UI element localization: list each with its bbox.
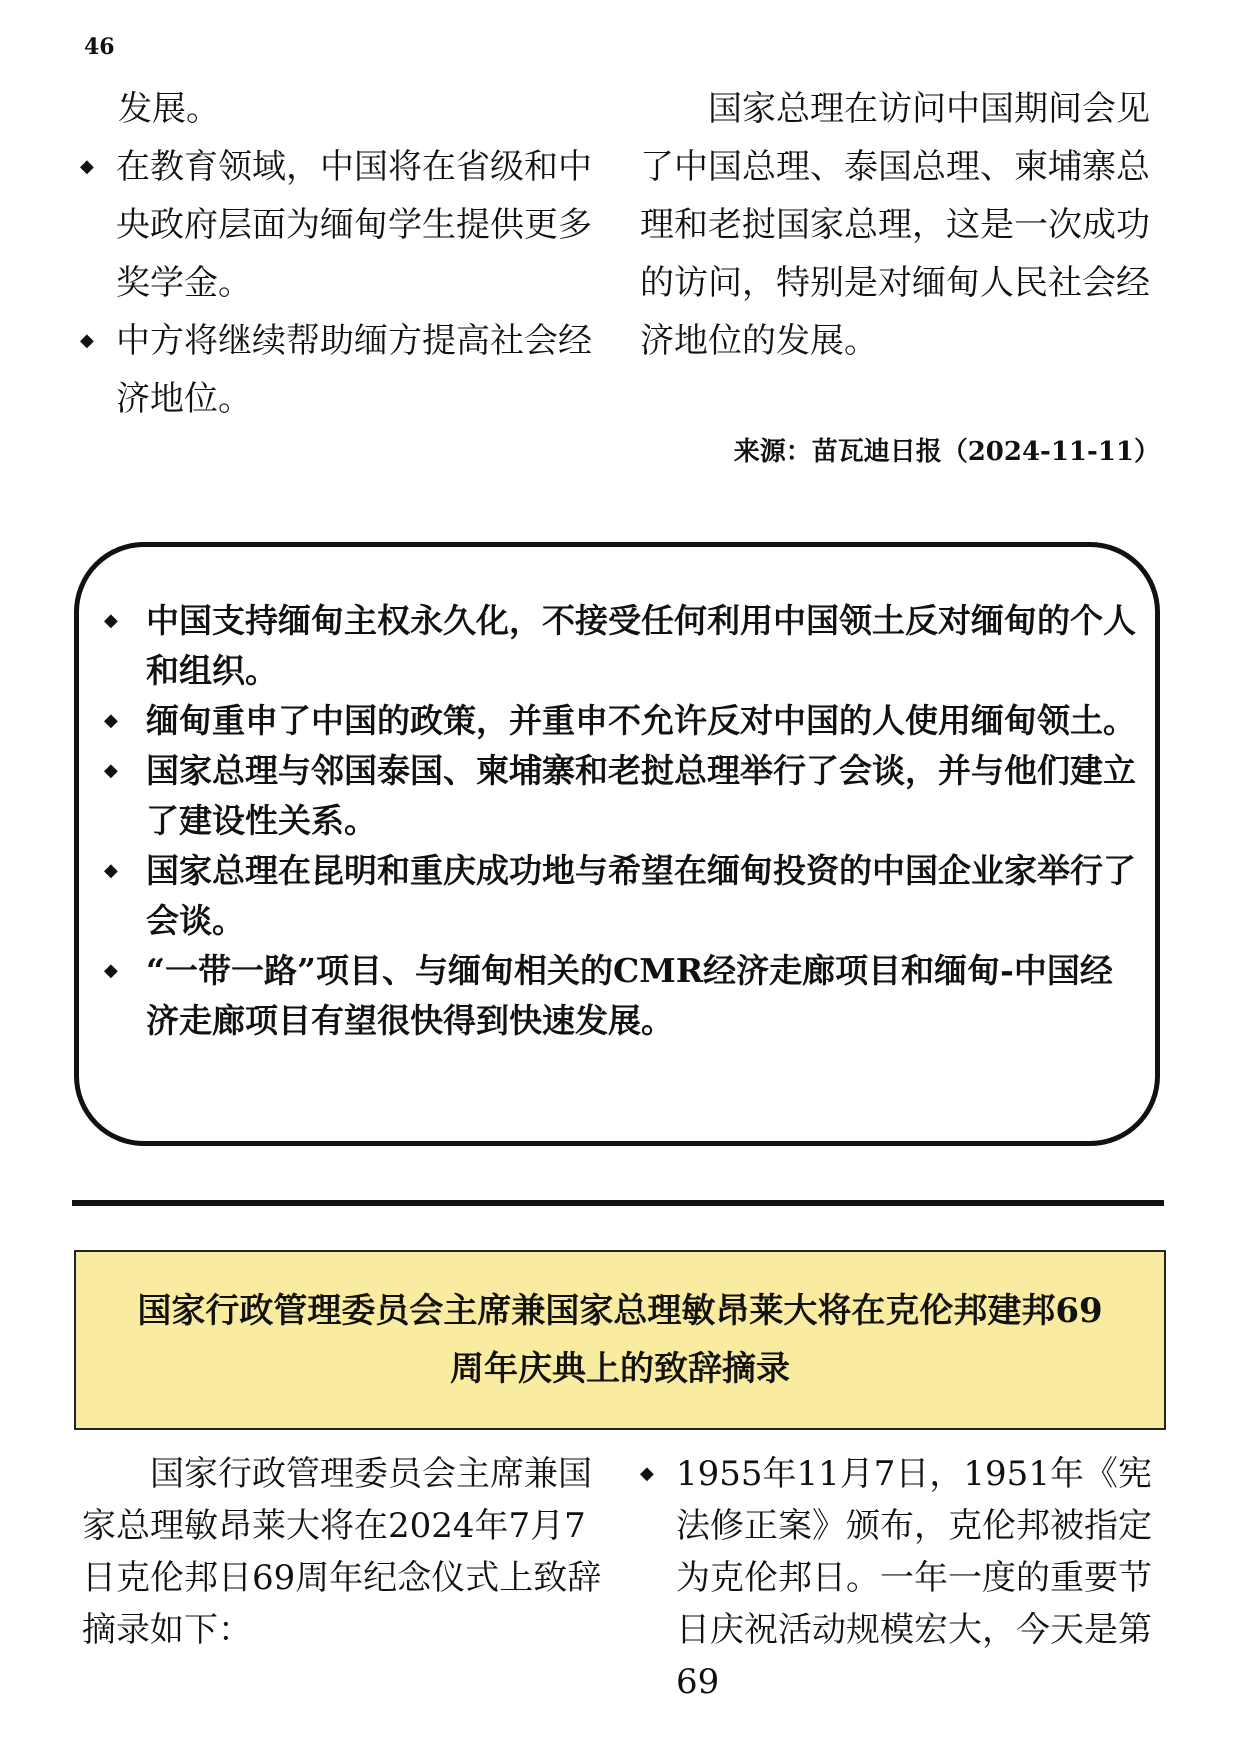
list-item — [80, 312, 604, 428]
headline-line-2: 周年庆典上的致辞摘录 — [450, 1349, 790, 1389]
bottom-left-column — [82, 1448, 602, 1656]
article-headline — [137, 1282, 1102, 1398]
summary-item-text: 国家总理在昆明和重庆成功地与希望在缅甸投资的中国企业家举行了会谈。 — [146, 851, 1136, 940]
summary-item — [104, 746, 1144, 846]
summary-list — [104, 596, 1144, 1046]
page-number: 46 — [84, 34, 115, 60]
summary-item — [104, 696, 1144, 746]
diamond-bullet-icon: ◆ — [104, 760, 118, 781]
list-item-text: 中方将继续帮助缅方提高社会经济地位。 — [116, 321, 592, 419]
top-left-column — [80, 80, 604, 428]
summary-item — [104, 596, 1144, 696]
diamond-bullet-icon: ◆ — [104, 610, 118, 631]
article-headline-box — [74, 1250, 1166, 1430]
diamond-bullet-icon: ◆ — [80, 330, 94, 351]
section-divider — [72, 1200, 1164, 1206]
list-item-text: 在教育领域，中国将在省级和中央政府层面为缅甸学生提供更多奖学金。 — [116, 147, 592, 303]
summary-item-text: “一带一路”项目、与缅甸相关的CMR经济走廊项目和缅甸-中国经济走廊项目有望很快得到快速发展。 — [146, 951, 1113, 1040]
summary-item — [104, 846, 1144, 946]
summary-item-text: 国家总理与邻国泰国、柬埔寨和老挝总理举行了会谈，并与他们建立了建设性关系。 — [146, 751, 1136, 840]
speech-intro-paragraph: 国家行政管理委员会主席兼国家总理敏昂莱大将在2024年7月7日克伦邦日69周年纪念仪式上致辞摘录如下： — [82, 1454, 602, 1650]
diamond-bullet-icon: ◆ — [80, 156, 94, 177]
summary-item — [104, 946, 1144, 1046]
list-item — [640, 1448, 1158, 1708]
source-citation: 来源：苗瓦迪日报（2024-11-11） — [733, 437, 1160, 467]
bottom-right-column — [640, 1448, 1158, 1708]
summary-item-text: 中国支持缅甸主权永久化，不接受任何利用中国领土反对缅甸的个人和组织。 — [146, 601, 1136, 690]
list-item-text: 1955年11月7日，1951年《宪法修正案》颁布，克伦邦被指定为克伦邦日。一年一度的重要节日庆祝活动规模宏大，今天是第69 — [676, 1454, 1152, 1702]
summary-item-text: 缅甸重申了中国的政策，并重申不允许反对中国的人使用缅甸领土。 — [146, 701, 1136, 740]
diamond-bullet-icon: ◆ — [104, 860, 118, 881]
diamond-bullet-icon: ◆ — [104, 710, 118, 731]
diamond-bullet-icon: ◆ — [640, 1463, 654, 1484]
headline-line-1: 国家行政管理委员会主席兼国家总理敏昂莱大将在克伦邦建邦69 — [137, 1291, 1103, 1331]
top-right-column — [640, 80, 1158, 370]
visit-paragraph: 国家总理在访问中国期间会见了中国总理、泰国总理、柬埔寨总理和老挝国家总理，这是一次成功的访问，特别是对缅甸人民社会经济地位的发展。 — [640, 89, 1150, 361]
continuation-text: 发展。 — [118, 89, 220, 129]
diamond-bullet-icon: ◆ — [104, 960, 118, 981]
list-item — [80, 138, 604, 312]
